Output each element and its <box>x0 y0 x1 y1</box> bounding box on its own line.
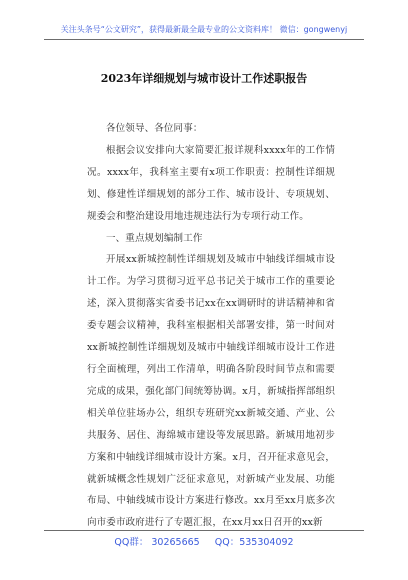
footer-qq-group: QQ群： 30265665 <box>114 537 200 548</box>
footer-divider <box>44 530 364 531</box>
paragraph-work: 开展xx新城控制性详细规划及城市中轴线详细城市设计工作。为学习贯彻习近平总书记关于城市工作的重要论述，深入贯彻落实省委书记xx在xx调研时的讲话精神和省委专题会议精神，我科室根据相关部署安排，第一时间对xx新城控制性详细规划及城市中轴线详细城市设计工作进行全面梳理，列出工作清单，明确各阶段时间节点和需要完成的成果，强化部门间统筹协调。x月，新城指挥部组织相关单位驻场办公，组织专班研究xx新城交通、产业、公共服务、居住、海绵城市建设等发展思路。新城用地初步方案和中轴线详细城市设计方案。x月，召开征求意见会，就新城概念性规划广泛征求意见，对新城产业发展、功能布局、中轴线城市设计方案进行修改。xx月至xx月底多次向市委市政府进行了专题汇报，在xx月xx日召开的xx新 <box>87 254 335 529</box>
salutation: 各位领导、各位同事： <box>106 123 203 134</box>
document-title: 2023年详细规划与城市设计工作述职报告 <box>100 72 308 85</box>
document-body <box>87 118 335 534</box>
header-divider <box>44 39 364 40</box>
section-heading: 一、重点规划编制工作 <box>106 232 203 244</box>
header-banner: 关注头条号“公文研究”，获得最新最全最专业的公文资料库！ 微信：gongwenyj <box>60 25 348 34</box>
footer-qq: QQ：535304092 <box>214 537 294 548</box>
paragraph-intro: 根据会议安排向大家简要汇报详规科xxxx年的工作情况。xxxx年，我科室主要有x项工作职责：控制性详细规划、修建性详细规划的部分工作、城市设计、专项规划、规委会和整治建设用地违规违法行为专项行动工作。 <box>87 144 335 222</box>
footer-contact <box>0 534 408 548</box>
